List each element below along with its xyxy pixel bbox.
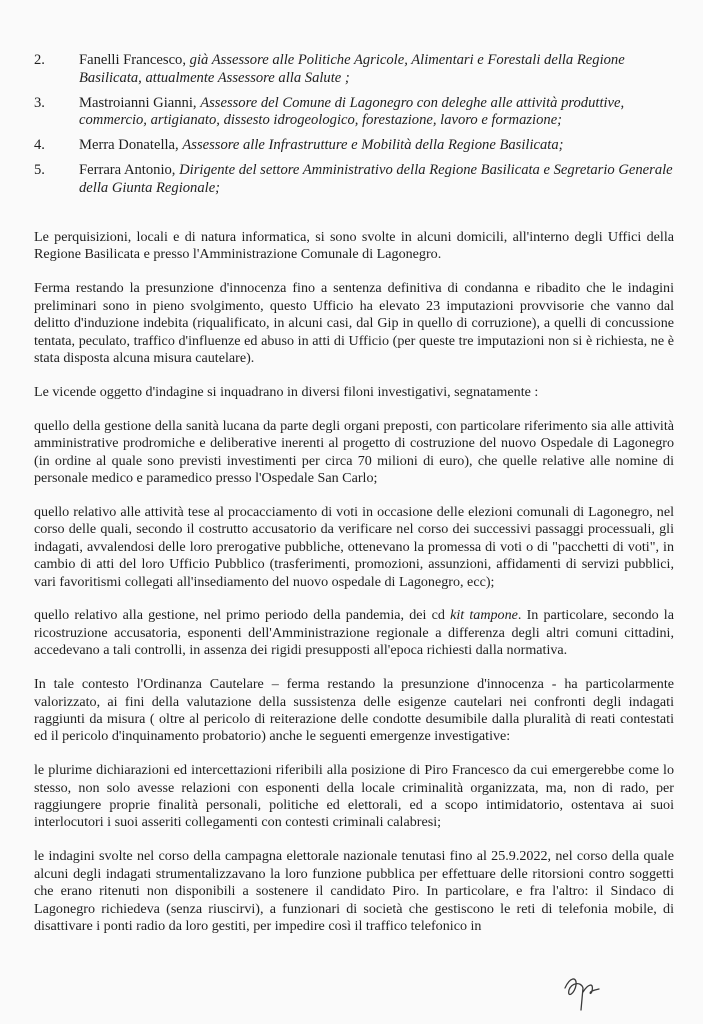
person-name: Merra Donatella, — [79, 137, 179, 154]
person-role: Dirigente del settore Amministrativo della Regione Basilicata e Segretario Generale della Giunta Regionale; — [79, 161, 673, 196]
list-item — [34, 52, 674, 88]
paragraph-investigation-lines: Le vicende oggetto d'indagine si inquadrano in diversi filoni investigativi, segnatamente : — [34, 383, 539, 400]
people-list — [34, 52, 674, 198]
person-name: Fanelli Francesco, — [79, 52, 186, 68]
paragraph-campaign: le indagini svolte nel corso della campagna elettorale nazionale tenutasi fino al 25.9.2022, nel corso della quale alcuni degli indagati strumentalizzavano la loro funzione pubblica per effettuare delle ritorsioni contro soggetti che erano ritenuti non disponibili a sostenere il candidato Piro. In particolare, e fra l'altro: il Sindaco di Lagonegro richiedeva (senza riuscirvi), a funzionari di società che gestiscono le reti di telefonia mobile, di disattivare i ponti radio da loro gestiti, per impedire così il traffico telefonico in — [34, 848, 674, 934]
person-role: già Assessore alle Politiche Agricole, Alimentari e Forestali della Regione Basilicata, attualmente Assessore alla Salute ; — [79, 52, 625, 86]
person-name: Mastroianni Gianni, — [79, 94, 197, 111]
list-number: 3. — [34, 94, 45, 111]
person-name: Ferrara Antonio, — [79, 161, 176, 178]
paragraph-searches: Le perquisizioni, locali e di natura informatica, si sono svolte in alcuni domicili, all'interno degli Uffici della Regione Basilicata e presso l'Amministrazione Comunale di Lagonegro. — [34, 229, 674, 263]
list-number: 5. — [34, 161, 45, 178]
handwritten-signature — [561, 968, 603, 1012]
person-role: Assessore del Comune di Lagonegro con deleghe alle attività produttive, commercio, artigianato, dissesto idrogeologico, forestazione, lavoro e formazione; — [79, 94, 625, 129]
paragraph-piro: le plurime dichiarazioni ed intercettazioni riferibili alla posizione di Piro Francesco da cui emergerebbe come lo stesso, non solo avesse relazioni con esponenti della locale criminalità organizzata, ma, non di rado, per raggiungere proprie finalità personali, politiche ed elettorali, ed a scopo intimidatorio, ostentava ai suoi interlocutori i suoi asseriti collegamenti con contesti criminali calabresi; — [34, 762, 674, 831]
list-item — [34, 162, 674, 198]
document-body — [34, 229, 674, 952]
list-item — [34, 95, 674, 131]
list-item — [34, 137, 674, 155]
paragraph-votes: quello relativo alle attività tese al procacciamento di voti in occasione delle elezioni comunali di Lagonegro, nel corso delle quali, secondo il costrutto accusatorio da verificare nel corso dei successivi passaggi processuali, gli indagati, avvalendosi delle loro prerogative pubbliche, ottenevano la promessa di voti o di "pacchetti di voti", in cambio di atti del loro Ufficio Pubblico (trasferimenti, promozioni, assunzioni, affidamenti di servizi pubblici, vari favoritismi collegati all'insediamento del nuovo ospedale di Lagonegro, ecc); — [34, 503, 674, 590]
paragraph-pandemic: quello relativo alla gestione, nel primo periodo della pandemia, dei cd kit tampone. In particolare, secondo la ricostruzione accusatoria, esponenti dell'Amministrazione regionale a differenza degli altri comuni cittadini, accedevano a tali controlli, in assenza dei rigidi presupposti all'epoca richiesti dalla normativa. — [34, 607, 674, 659]
paragraph-healthcare: quello della gestione della sanità lucana da parte degli organi preposti, con particolare riferimento sia alle attività amministrative prodromiche e deliberative inerenti al progetto di costruzione del nuovo Ospedale di Lagonegro (in ordine al quale sono previsti investimenti per circa 70 milioni di euro), che quelle relative alle nomine di personale medico e paramedico presso l'Ospedale San Carlo; — [34, 417, 674, 486]
paragraph-ordinance: In tale contesto l'Ordinanza Cautelare – ferma restando la presunzione d'innocenza - ha particolarmente valorizzato, ai fini della valutazione della sussistenza delle esigenze cautelari nei confronti degli indagati raggiunti da misura ( oltre al pericolo di reiterazione delle condotte desumibile dalla pluralità di reati contestati ed il pericolo d'inquinamento probatorio) anche le seguenti emergenze investigative: — [34, 676, 674, 745]
person-role: Assessore alle Infrastrutture e Mobilità della Regione Basilicata; — [182, 137, 564, 154]
list-number: 4. — [34, 137, 45, 154]
kit-tampone-term: kit tampone — [450, 607, 518, 624]
list-number: 2. — [34, 52, 45, 68]
paragraph-charges: Ferma restando la presunzione d'innocenza fino a sentenza definitiva di condanna e ribadito che le indagini preliminari sono in pieno svolgimento, questo Ufficio ha elevato 23 imputazioni provvisorie che vanno dal delitto d'induzione indebita (riqualificato, in alcuni casi, dal Gip in quello di corruzione), a quelli di concussione tentata, peculato, traffico d'influenze ed abuso in atti di Ufficio (per queste tre imputazioni non si è richiesta, ne è stata disposta alcuna misura cautelare). — [34, 280, 674, 366]
